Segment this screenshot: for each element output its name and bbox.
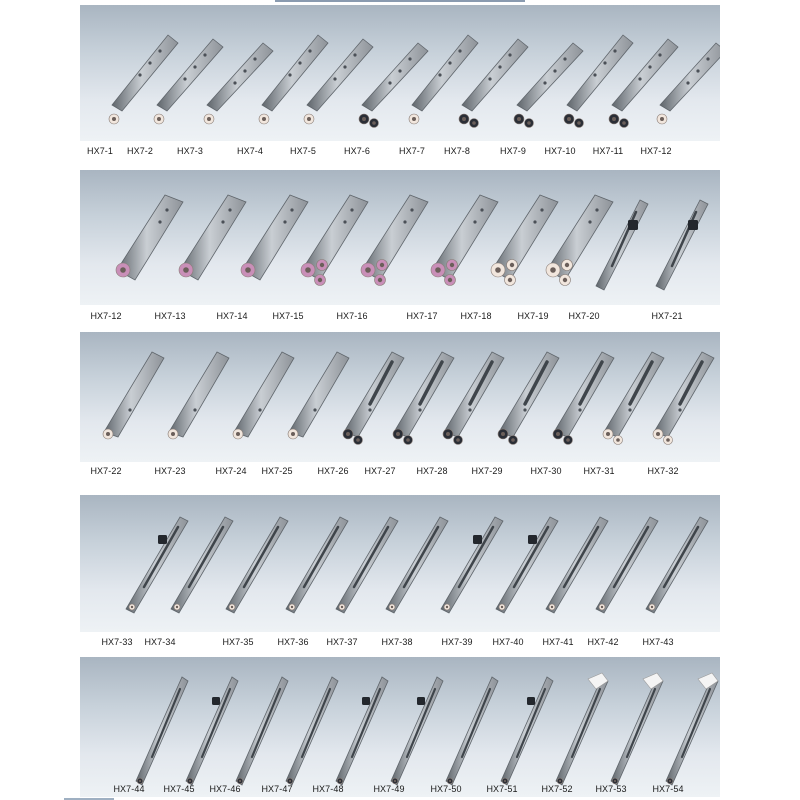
guide-part-photo bbox=[361, 195, 428, 286]
guide-part-photo bbox=[496, 517, 558, 613]
guide-part-photo bbox=[236, 677, 288, 785]
guide-part-photo bbox=[498, 352, 559, 445]
guide-part-photo bbox=[443, 352, 504, 445]
part-number-label: HX7-15 bbox=[272, 311, 304, 321]
part-number-label: HX7-2 bbox=[126, 146, 154, 156]
guide-part-photo bbox=[286, 677, 338, 785]
part-number-label: HX7-23 bbox=[154, 466, 186, 476]
part-number-label: HX7-48 bbox=[312, 784, 344, 794]
guide-part-photo bbox=[653, 352, 714, 445]
part-number-label: HX7-8 bbox=[443, 146, 471, 156]
part-number-label: HX7-26 bbox=[317, 466, 349, 476]
guide-part-photo bbox=[556, 673, 608, 785]
guide-part-photo bbox=[286, 517, 348, 613]
row-3-labels bbox=[0, 466, 800, 480]
row-5-labels bbox=[0, 784, 800, 798]
part-number-label: HX7-11 bbox=[592, 146, 624, 156]
part-number-label: HX7-38 bbox=[381, 637, 413, 647]
part-number-label: HX7-12 bbox=[90, 311, 122, 321]
row-1-guide-images bbox=[80, 5, 720, 141]
part-number-label: HX7-14 bbox=[216, 311, 248, 321]
part-number-label: HX7-9 bbox=[499, 146, 527, 156]
part-number-label: HX7-41 bbox=[542, 637, 574, 647]
guide-part-photo bbox=[431, 195, 498, 286]
part-number-label: HX7-33 bbox=[101, 637, 133, 647]
guide-part-photo bbox=[288, 352, 349, 439]
guide-part-photo bbox=[646, 517, 708, 613]
guide-part-photo bbox=[241, 195, 308, 280]
guide-part-photo bbox=[336, 517, 398, 613]
row-5-guide-images bbox=[80, 657, 720, 797]
part-number-label: HX7-36 bbox=[277, 637, 309, 647]
guide-part-photo bbox=[179, 195, 246, 280]
part-number-label: HX7-22 bbox=[90, 466, 122, 476]
part-number-label: HX7-20 bbox=[568, 311, 600, 321]
part-number-label: HX7-6 bbox=[343, 146, 371, 156]
guide-part-photo bbox=[446, 677, 498, 785]
part-number-label: HX7-12 bbox=[640, 146, 672, 156]
part-number-label: HX7-29 bbox=[471, 466, 503, 476]
part-number-label: HX7-53 bbox=[595, 784, 627, 794]
part-number-label: HX7-40 bbox=[492, 637, 524, 647]
part-number-label: HX7-21 bbox=[651, 311, 683, 321]
guide-part-photo bbox=[226, 517, 288, 613]
guide-part-photo bbox=[233, 352, 294, 439]
guide-part-photo bbox=[514, 43, 583, 128]
part-number-label: HX7-30 bbox=[530, 466, 562, 476]
top-accent-line bbox=[275, 0, 525, 2]
part-number-label: HX7-44 bbox=[113, 784, 145, 794]
guide-part-photo bbox=[359, 43, 428, 128]
part-number-label: HX7-31 bbox=[583, 466, 615, 476]
part-number-label: HX7-17 bbox=[406, 311, 438, 321]
catalog-row-1-panel bbox=[80, 5, 720, 141]
part-number-label: HX7-27 bbox=[364, 466, 396, 476]
part-number-label: HX7-7 bbox=[398, 146, 426, 156]
part-number-label: HX7-42 bbox=[587, 637, 619, 647]
part-number-label: HX7-52 bbox=[541, 784, 573, 794]
part-number-label: HX7-47 bbox=[261, 784, 293, 794]
catalog-row-2-panel bbox=[80, 170, 720, 305]
row-4-labels bbox=[0, 637, 800, 651]
part-number-label: HX7-16 bbox=[336, 311, 368, 321]
guide-part-photo bbox=[611, 673, 663, 785]
row-4-guide-images bbox=[80, 495, 720, 632]
part-number-label: HX7-28 bbox=[416, 466, 448, 476]
guide-part-photo bbox=[386, 517, 448, 613]
guide-part-photo bbox=[186, 677, 238, 785]
guide-part-photo bbox=[103, 352, 164, 439]
part-number-label: HX7-50 bbox=[430, 784, 462, 794]
part-number-label: HX7-39 bbox=[441, 637, 473, 647]
guide-part-photo bbox=[441, 517, 503, 613]
row-3-guide-images bbox=[80, 332, 720, 462]
row-2-labels bbox=[0, 311, 800, 325]
part-number-label: HX7-3 bbox=[176, 146, 204, 156]
part-number-label: HX7-13 bbox=[154, 311, 186, 321]
guide-part-photo bbox=[596, 517, 658, 613]
guide-part-photo bbox=[136, 677, 188, 785]
part-number-label: HX7-54 bbox=[652, 784, 684, 794]
row-1-labels bbox=[0, 146, 800, 160]
row-2-guide-images bbox=[80, 170, 720, 305]
part-number-label: HX7-25 bbox=[261, 466, 293, 476]
guide-part-photo bbox=[168, 352, 229, 439]
part-number-label: HX7-24 bbox=[215, 466, 247, 476]
guide-part-photo bbox=[656, 200, 708, 290]
part-number-label: HX7-37 bbox=[326, 637, 358, 647]
part-number-label: HX7-34 bbox=[144, 637, 176, 647]
guide-part-photo bbox=[391, 677, 443, 785]
guide-part-photo bbox=[301, 195, 368, 286]
part-number-label: HX7-49 bbox=[373, 784, 405, 794]
part-number-label: HX7-1 bbox=[86, 146, 114, 156]
part-number-label: HX7-35 bbox=[222, 637, 254, 647]
part-number-label: HX7-19 bbox=[517, 311, 549, 321]
guide-part-photo bbox=[501, 677, 553, 785]
guide-part-photo bbox=[116, 195, 183, 280]
guide-part-photo bbox=[546, 517, 608, 613]
guide-part-photo bbox=[336, 677, 388, 785]
part-number-label: HX7-32 bbox=[647, 466, 679, 476]
catalog-row-4-panel bbox=[80, 495, 720, 632]
part-number-label: HX7-51 bbox=[486, 784, 518, 794]
part-number-label: HX7-10 bbox=[544, 146, 576, 156]
part-number-label: HX7-5 bbox=[289, 146, 317, 156]
guide-part-photo bbox=[666, 673, 718, 785]
part-number-label: HX7-18 bbox=[460, 311, 492, 321]
part-number-label: HX7-46 bbox=[209, 784, 241, 794]
part-number-label: HX7-45 bbox=[163, 784, 195, 794]
catalog-row-3-panel bbox=[80, 332, 720, 462]
catalog-row-5-panel bbox=[80, 657, 720, 797]
part-number-label: HX7-43 bbox=[642, 637, 674, 647]
part-number-label: HX7-4 bbox=[236, 146, 264, 156]
